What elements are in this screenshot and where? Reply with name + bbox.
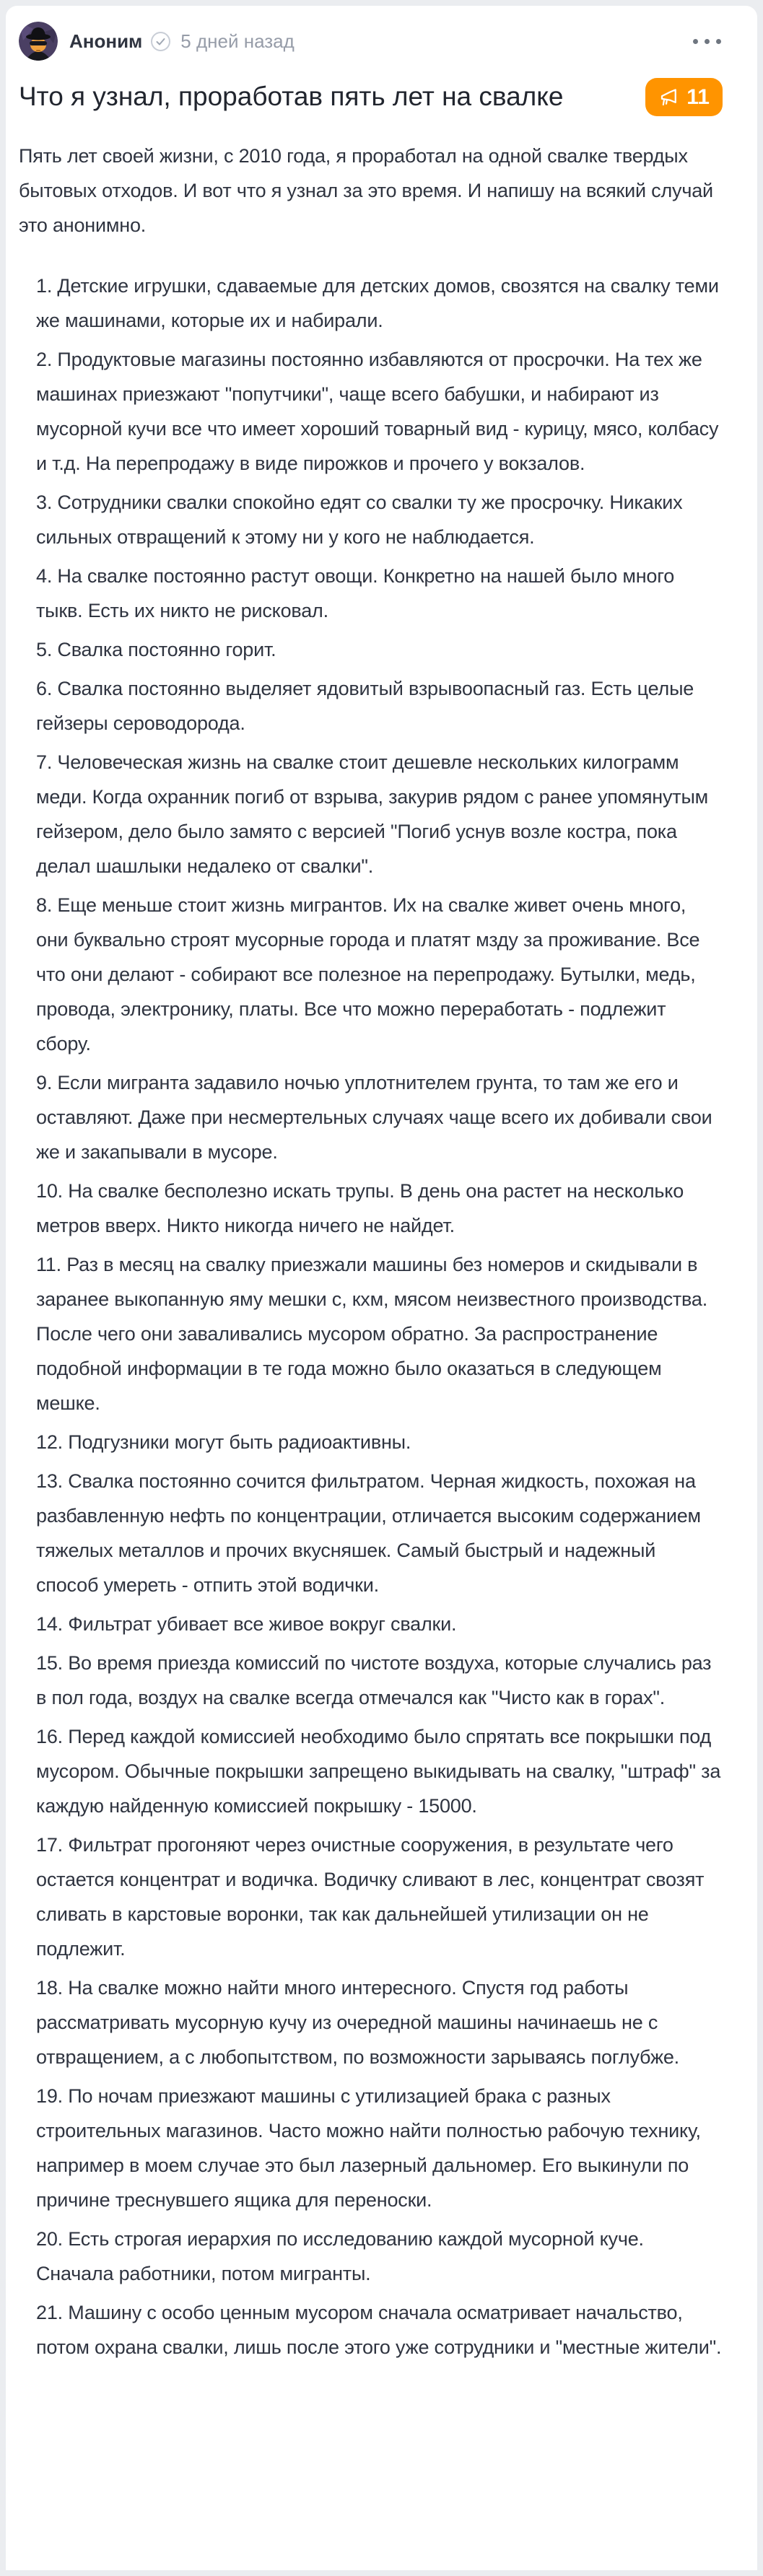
list-item: 3. Сотрудники свалки спокойно едят со свалки ту же просрочку. Никаких сильных отвращений к этому ни у кого не наблюдается. [36,485,723,554]
list-item: 15. Во время приезда комиссий по чистоте воздуха, которые случались раз в пол года, воздух на свалке всегда отмечался как "Чисто как в горах". [36,1646,723,1715]
ellipsis-menu-icon[interactable] [692,35,723,48]
username[interactable]: Аноним [69,30,143,52]
post-intro: Пять лет своей жизни, с 2010 года, я проработал на одной свалке твердых бытовых отходов. И вот что я узнал за это время. И напишу на всякий случай это анонимно. [19,145,713,236]
title-row [19,77,723,117]
list-item: 9. Если мигранта задавило ночью уплотнителем грунта, то там же его и оставляют. Даже при несмертельных случаях чаще всего их добивали свои же и закапывали в мусоре. [36,1065,723,1169]
post-title[interactable]: Что я узнал, проработав пять лет на свалке [19,82,564,111]
verified-check-icon [151,32,170,51]
list-item: 19. По ночам приезжают машины с утилизацией брака с разных строительных магазинов. Часто можно найти полностью рабочую технику, например в моем случае это был лазерный дальномер. Его выкинули по причине треснувшего ящика для переноски. [36,2079,723,2217]
list-item: 5. Свалка постоянно горит. [36,632,723,667]
facts-list [19,268,723,2365]
list-item: 18. На свалке можно найти много интересного. Спустя год работы рассматривать мусорную кучу из очередной машины начинаешь не с отвращением, а с любопытством, по возможности зарываясь поглубже. [36,1970,723,2074]
list-item: 7. Человеческая жизнь на свалке стоит дешевле нескольких килограмм меди. Когда охранник погиб от взрыва, закурив рядом с ранее упомянутым гейзером, дело было замято с версией "Погиб уснув возле костра, пока делал шашлыки недалеко от свалки". [36,745,723,883]
list-item: 14. Фильтрат убивает все живое вокруг свалки. [36,1607,723,1641]
list-item: 20. Есть строгая иерархия по исследованию каждой мусорной куче. Сначала работники, потом мигранты. [36,2222,723,2291]
ribbon-count: 11 [686,84,710,109]
ribbon-badge[interactable] [645,78,723,116]
list-item: 2. Продуктовые магазины постоянно избавляются от просрочки. На тех же машинах приезжают "попутчики", чаще всего бабушки, и набирают из мусорной кучи все что имеет хороший товарный вид - курицу, мясо, колбасу и т.д. На перепродажу в виде пирожков и прочего у вокзалов. [36,342,723,481]
list-item: 16. Перед каждой комиссией необходимо было спрятать все покрышки под мусором. Обычные покрышки запрещено выкидывать на свалку, "штраф" за каждую найденную комиссией покрышку - 15000. [36,1719,723,1823]
list-item: 1. Детские игрушки, сдаваемые для детских домов, свозятся на свалку теми же машинами, которые их и набирали. [36,268,723,338]
list-item: 21. Машину с особо ценным мусором сначала осматривает начальство, потом охрана свалки, лишь после этого уже сотрудники и "местные жители". [36,2295,723,2365]
list-item: 8. Еще меньше стоит жизнь мигрантов. Их на свалке живет очень много, они буквально строят мусорные города и платят мзду за проживание. Все что они делают - собирают все полезное на перепродажу. Бутылки, медь, провода, электронику, платы. Все что можно переработать - подлежит сбору. [36,888,723,1061]
timestamp: 5 дней назад [180,30,295,52]
list-item: 12. Подгузники могут быть радиоактивны. [36,1425,723,1459]
anonymous-avatar-icon [19,22,58,61]
list-item: 17. Фильтрат прогоняют через очистные сооружения, в результате чего остается концентрат и водичка. Водичку сливают в лес, концентрат свозят сливать в карстовые воронки, так как дальнейшей утилизации он не подлежит. [36,1828,723,1966]
list-item: 4. На свалке постоянно растут овощи. Конкретно на нашей было много тыкв. Есть их никто не рисковал. [36,559,723,628]
list-item: 6. Свалка постоянно выделяет ядовитый взрывоопасный газ. Есть целые гейзеры сероводорода. [36,671,723,741]
list-item: 13. Свалка постоянно сочится фильтратом. Черная жидкость, похожая на разбавленную нефть по концентрации, отличается высоким содержанием тяжелых металлов и прочих вкусняшек. Самый быстрый и надежный способ умереть - отпить этой водички. [36,1464,723,1602]
post-header [19,22,723,61]
list-item: 11. Раз в месяц на свалку приезжали машины без номеров и скидывали в заранее выкопанную яму мешки с, кхм, мясом неизвестного производства. После чего они заваливались мусором обратно. За распространение подобной информации в те года можно было оказаться в следующем мешке. [36,1247,723,1420]
list-item: 10. На свалке бесполезно искать трупы. В день она растет на несколько метров вверх. Никто никогда ничего не найдет. [36,1174,723,1243]
post-card [6,6,757,2570]
megaphone-icon [658,87,680,108]
avatar[interactable] [19,22,58,61]
